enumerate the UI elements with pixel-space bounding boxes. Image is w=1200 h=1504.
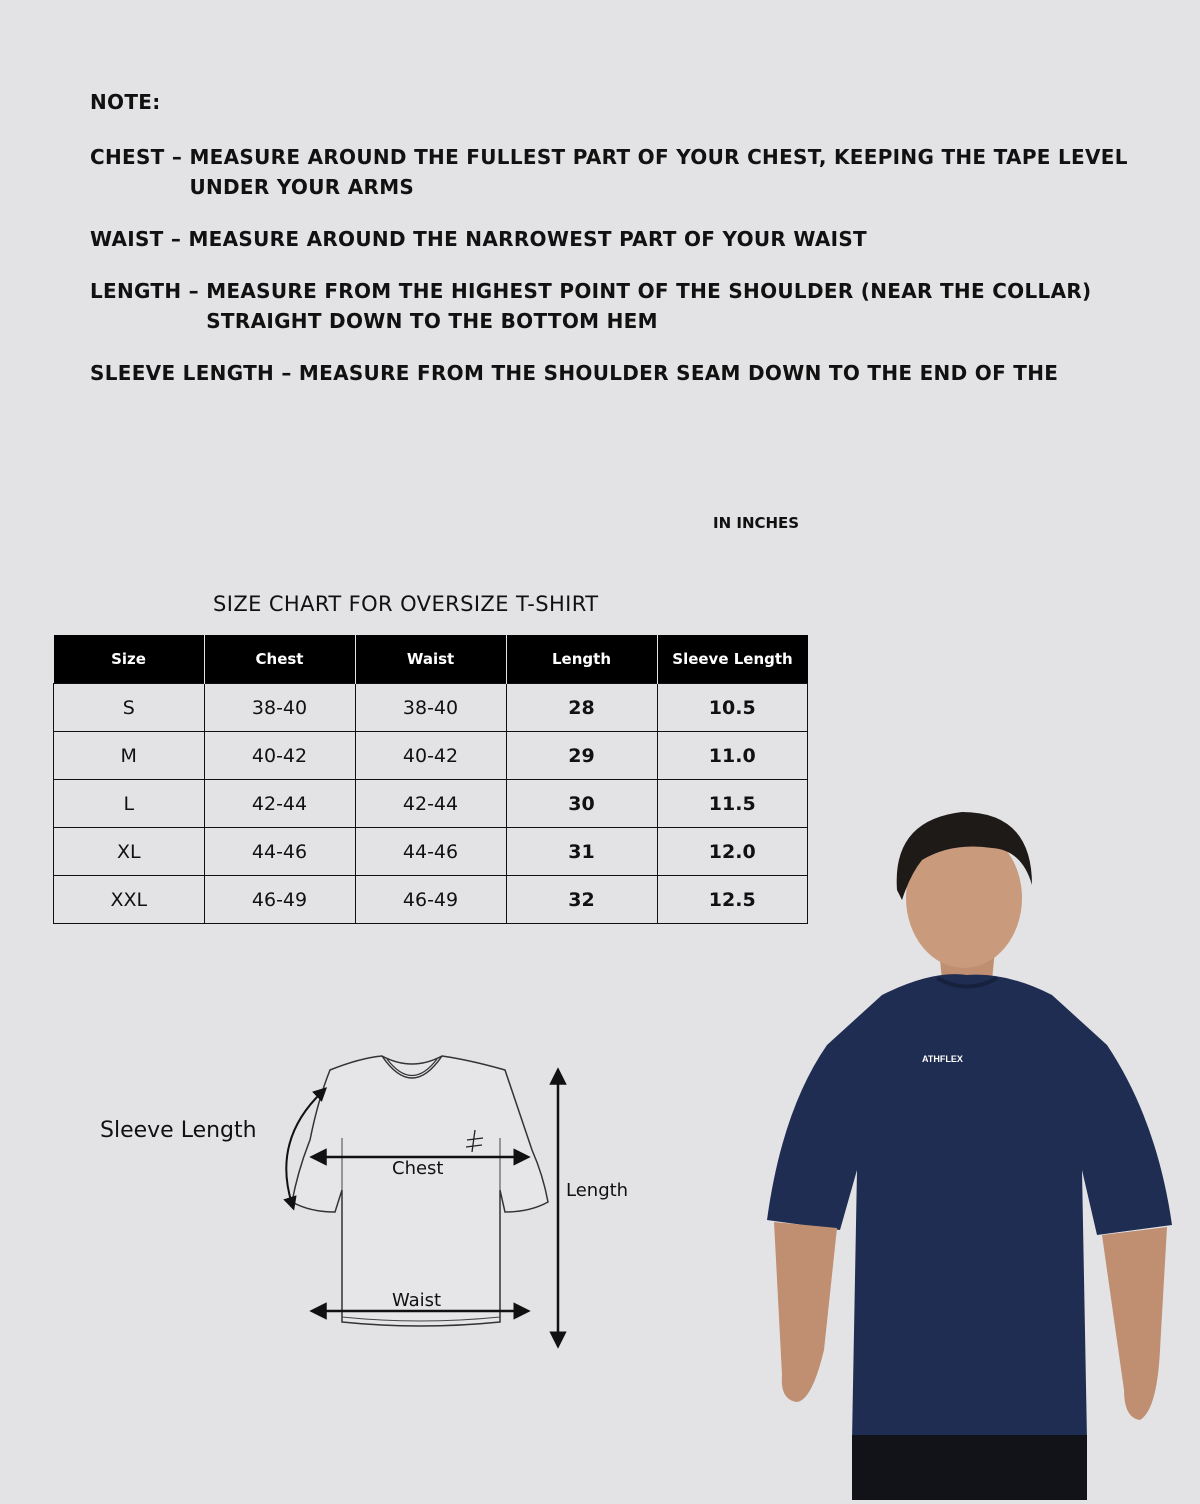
table-row <box>54 780 808 828</box>
cell-waist: 46-49 <box>355 876 506 924</box>
cell-sleeve-length: 11.0 <box>657 732 808 780</box>
table-row <box>54 828 808 876</box>
table-row <box>54 876 808 924</box>
cell-length: 29 <box>506 732 657 780</box>
note-desc: MEASURE FROM THE HIGHEST POINT OF THE SHOULDER (NEAR THE COLLAR) STRAIGHT DOWN TO THE BOTTOM HEM <box>206 279 1092 333</box>
chest-label: Chest <box>392 1158 444 1179</box>
cell-size: M <box>54 732 205 780</box>
cell-size: S <box>54 684 205 732</box>
header-sleeve-length: Sleeve Length <box>657 635 808 684</box>
cell-length: 32 <box>506 876 657 924</box>
cell-size: XXL <box>54 876 205 924</box>
cell-size: XL <box>54 828 205 876</box>
cell-waist: 42-44 <box>355 780 506 828</box>
cell-sleeve-length: 10.5 <box>657 684 808 732</box>
waist-label: Waist <box>392 1290 442 1311</box>
header-chest: Chest <box>204 635 355 684</box>
cell-length: 30 <box>506 780 657 828</box>
cell-sleeve-length: 12.5 <box>657 876 808 924</box>
size-chart-table <box>53 635 808 924</box>
cell-chest: 40-42 <box>204 732 355 780</box>
cell-waist: 38-40 <box>355 684 506 732</box>
note-term: LENGTH – <box>90 279 207 303</box>
table-header-row <box>54 635 808 684</box>
model-in-tshirt-icon <box>752 790 1200 1500</box>
header-size: Size <box>54 635 205 684</box>
model-photo <box>752 790 1200 1500</box>
table-title: SIZE CHART FOR OVERSIZE T-SHIRT <box>213 592 599 616</box>
note-waist <box>90 224 1190 254</box>
cell-waist: 44-46 <box>355 828 506 876</box>
note-length <box>90 276 1190 336</box>
note-desc: MEASURE AROUND THE NARROWEST PART OF YOUR WAIST <box>188 227 868 251</box>
note-sleeve-length <box>90 358 1190 388</box>
header-waist: Waist <box>355 635 506 684</box>
header-length: Length <box>506 635 657 684</box>
measurement-notes <box>90 90 1190 410</box>
units-label: IN INCHES <box>713 514 800 532</box>
note-term: WAIST – <box>90 227 189 251</box>
note-term: CHEST – <box>90 145 190 169</box>
cell-waist: 40-42 <box>355 732 506 780</box>
tshirt-outline-icon <box>0 1040 700 1370</box>
cell-sleeve-length: 12.0 <box>657 828 808 876</box>
sleeve-length-label: Sleeve Length <box>100 1118 257 1143</box>
cell-chest: 42-44 <box>204 780 355 828</box>
cell-length: 31 <box>506 828 657 876</box>
cell-size: L <box>54 780 205 828</box>
cell-chest: 46-49 <box>204 876 355 924</box>
note-desc: MEASURE AROUND THE FULLEST PART OF YOUR CHEST, KEEPING THE TAPE LEVEL UNDER YOUR ARMS <box>189 145 1128 199</box>
note-desc: MEASURE FROM THE SHOULDER SEAM DOWN TO THE END OF THE <box>298 361 1059 385</box>
tshirt-measurement-diagram <box>0 1040 700 1370</box>
note-title: NOTE: <box>90 90 161 114</box>
note-term: SLEEVE LENGTH – <box>90 361 299 385</box>
cell-chest: 38-40 <box>204 684 355 732</box>
cell-chest: 44-46 <box>204 828 355 876</box>
length-label: Length <box>566 1180 629 1201</box>
note-chest <box>90 142 1190 202</box>
table-row <box>54 684 808 732</box>
cell-sleeve-length: 11.5 <box>657 780 808 828</box>
cell-length: 28 <box>506 684 657 732</box>
brand-logo: ATHFLEX <box>922 1054 963 1064</box>
table-row <box>54 732 808 780</box>
